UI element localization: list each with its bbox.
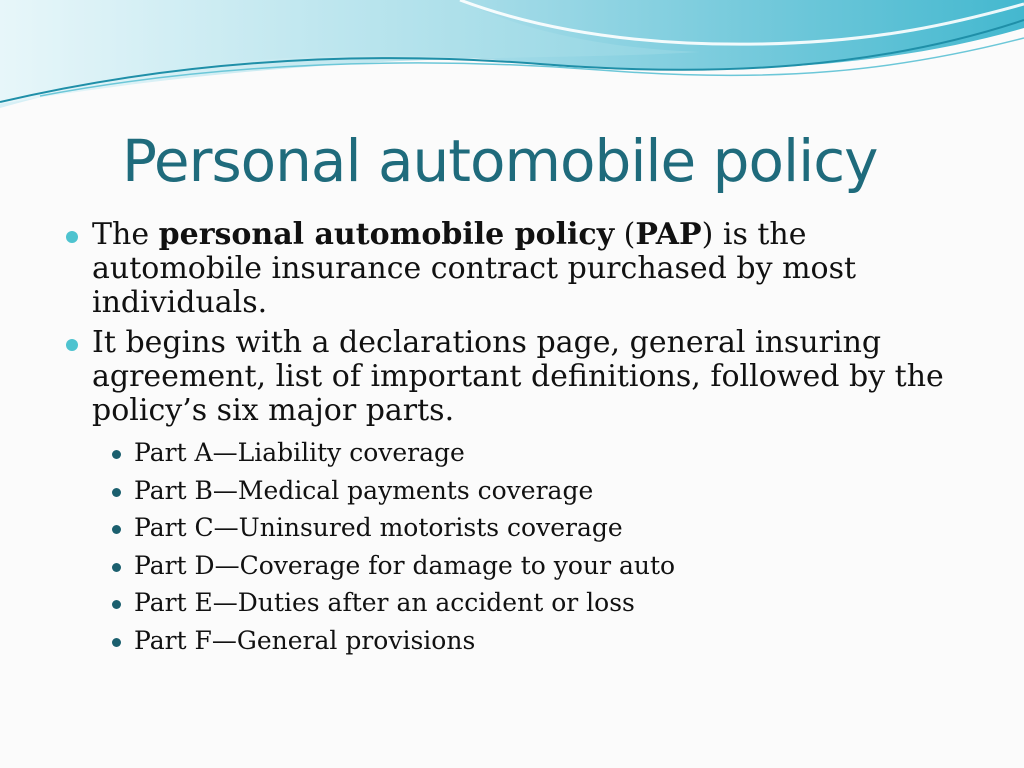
sub-bullet-text: Part C—Uninsured motorists coverage	[134, 513, 623, 542]
sub-bullet-dot-icon	[112, 488, 121, 497]
sub-bullet-dot-icon	[112, 600, 121, 609]
sub-bullet-dot-icon	[112, 563, 121, 572]
bold-abbreviation: PAP	[635, 217, 702, 252]
sub-bullet-text: Part E—Duties after an accident or loss	[134, 588, 635, 617]
sub-bullet-text: Part A—Liability coverage	[134, 438, 465, 467]
sub-bullet-part-c	[106, 509, 964, 547]
sub-bullet-dot-icon	[112, 525, 121, 534]
sub-bullet-part-f	[106, 622, 964, 660]
slide-content	[64, 218, 964, 665]
bold-term: personal automobile policy	[158, 217, 615, 252]
sub-bullet-text: Part D—Coverage for damage to your auto	[134, 550, 676, 580]
slide-title: Personal automobile policy	[122, 127, 878, 195]
bullet-text-part: The	[92, 217, 159, 252]
bullet-dot-icon	[66, 231, 78, 243]
bullet-text: It begins with a declarations page, general insuring agreement, list of important definitions, followed by the policy’s six major parts.	[92, 325, 944, 428]
header-wave-decoration	[0, 0, 1024, 120]
bullet-dot-icon	[66, 339, 78, 351]
bullet-pap-definition	[64, 218, 964, 320]
main-bullet-list	[64, 218, 964, 659]
bullet-policy-structure	[64, 326, 964, 659]
bullet-text-part: (	[614, 217, 636, 252]
sub-bullet-dot-icon	[112, 450, 121, 459]
sub-bullet-part-b	[106, 472, 964, 510]
bullet-text-part: ) is the automobile insurance contract purchased by most individuals.	[92, 217, 857, 320]
sub-bullet-list	[106, 434, 964, 659]
sub-bullet-text: Part B—Medical payments coverage	[134, 475, 594, 505]
sub-bullet-part-e	[106, 584, 964, 622]
sub-bullet-dot-icon	[112, 638, 121, 647]
sub-bullet-part-a	[106, 434, 964, 472]
sub-bullet-part-d	[106, 547, 964, 585]
sub-bullet-text: Part F—General provisions	[134, 625, 476, 655]
